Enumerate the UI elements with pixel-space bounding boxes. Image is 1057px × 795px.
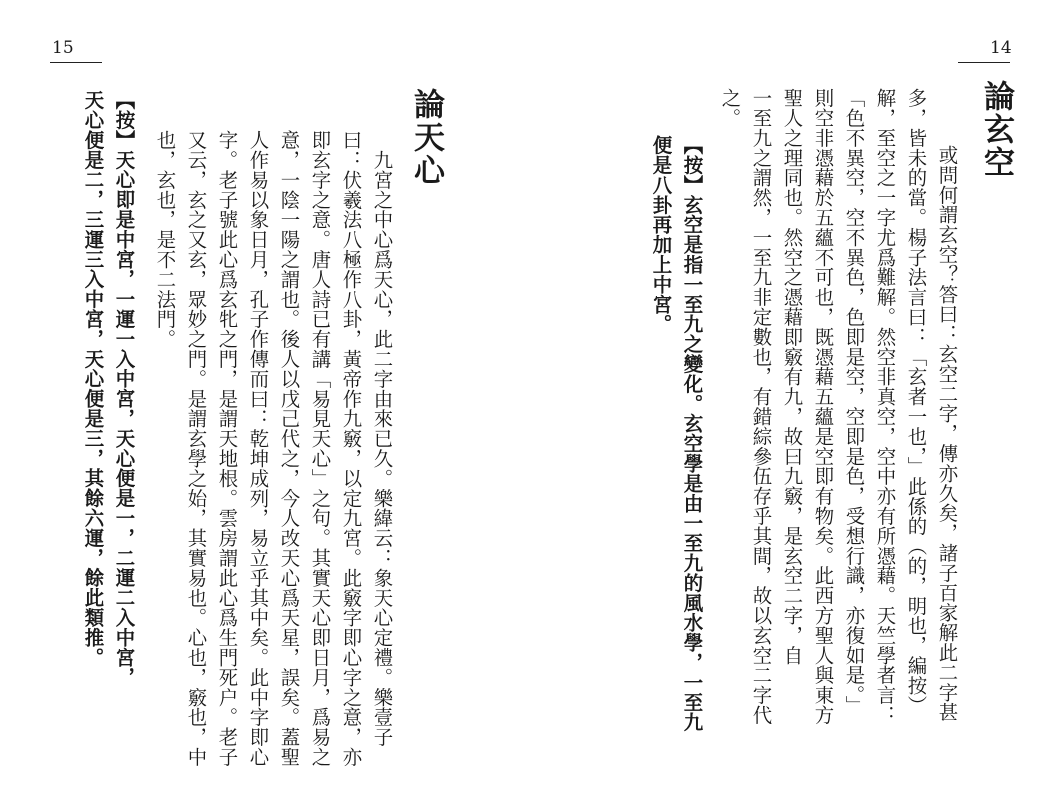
note-text: 玄空是指一至九之變化。玄空學是由一至九的風水學，一至九 (680, 194, 704, 733)
text-line: 又云，玄之又玄，眾妙之門。是謂玄學之始，其實易也。心也，竅也，中 (184, 130, 208, 767)
note-line (680, 135, 704, 733)
text-line: 一至九之謂然，一至九非定數也，有錯綜參伍存乎其間，故以玄空二字代 (749, 88, 773, 725)
text-line: 則空非憑藉於五蘊不可也，既憑藉五蘊是空即有物矣。此西方聖人與東方 (811, 88, 835, 725)
note-text: 天心即是中宮，一運一入中宮，天心便是一，二運二入中宮， (112, 149, 136, 688)
note-line (112, 90, 136, 688)
text-line: 人作易以象日月，孔子作傳而曰：乾坤成列，易立乎其中矣。此中字即心 (246, 130, 270, 767)
text-line: 解，至空之一字尤爲難解。然空非真空，空中亦有所憑藉。天竺學者言： (873, 88, 897, 725)
header-rule-left (50, 62, 102, 63)
text-line: 九宮之中心爲天心，此二字由來已久。樂緯云：象天心定禮。樂壹子 (370, 130, 394, 747)
page-number-left: 15 (52, 38, 74, 58)
text-line: 或問何謂玄空？答曰：玄空二字，傳亦久矣，諸子百家解此二字甚 (935, 125, 959, 722)
text-line: 字。老子號此心爲玄牝之門，是謂天地根。雲房謂此心爲生門死户。老子 (215, 130, 239, 767)
note-label: 【按】 (112, 90, 136, 150)
note-line: 便是八卦再加上中宮。 (649, 135, 673, 334)
section-title-right: 論玄空 (978, 80, 1014, 179)
text-line: 意，一陰一陽之謂也。後人以戊己代之，今人改天心爲天星，誤矣。蓋聖 (277, 130, 301, 767)
text-line: 即玄字之意。唐人詩已有講「易見天心」之句。其實天心即日月，爲易之 (308, 130, 332, 767)
text-line: 曰：伏羲法八極作八卦，黃帝作九竅，以定九宮。此竅字即心字之意，亦 (339, 130, 363, 767)
note-line: 天心便是二，三運三入中宮，天心便是三，其餘六運，餘此類推。 (81, 90, 105, 668)
page-number-right: 14 (990, 38, 1012, 58)
note-label: 【按】 (680, 135, 704, 195)
text-line: 「色不異空，空不異色，色即是空，空即是色，受想行識，亦復如是。」 (842, 88, 866, 716)
section-title-left: 論天心 (408, 88, 444, 187)
text-line: 之。 (718, 88, 742, 128)
text-line: 聖人之理同也。然空之憑藉即竅有九，故曰九竅，是玄空二字，自 (780, 88, 804, 666)
text-line: 也，玄也，是不二法門。 (153, 130, 177, 349)
text-line: 多，皆未的當。楊子法言曰：「玄者一也，」此係的（的，明也，編按） (904, 88, 928, 716)
header-rule-right (958, 62, 1010, 63)
